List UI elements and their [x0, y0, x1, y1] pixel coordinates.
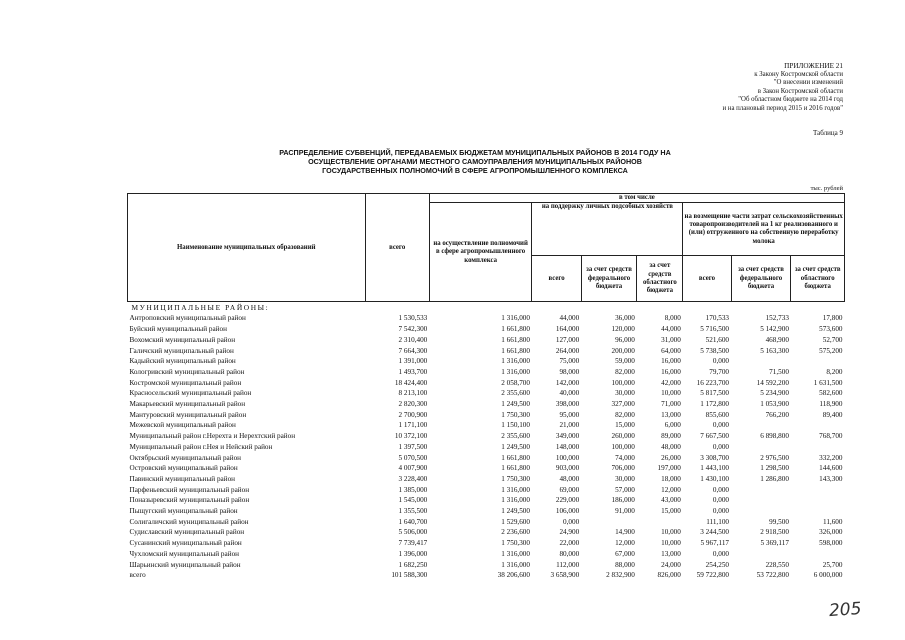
- cell-authority: 2 058,700: [501, 378, 530, 387]
- cell-farms-regional: 18,000: [661, 474, 681, 483]
- subsidy-table: [127, 193, 845, 581]
- cell-milk-total: 0,000: [712, 357, 730, 366]
- cell-farms-federal: 82,000: [615, 367, 635, 376]
- table-row: [128, 485, 845, 496]
- table-row: [128, 399, 845, 410]
- cell-milk-regional: 17,800: [822, 314, 843, 323]
- cell-authority: 1 249,500: [501, 400, 530, 409]
- table-row: [128, 324, 845, 335]
- cell-farms-federal: 30,000: [615, 474, 635, 483]
- cell-farms-federal: 91,000: [615, 507, 635, 516]
- cell-farms-total: 148,000: [555, 442, 580, 451]
- cell-milk-federal: 14 592,200: [756, 378, 789, 387]
- header-milk-total: всего: [683, 256, 731, 302]
- cell-milk-total: 59 722,800: [696, 571, 730, 580]
- cell-name: Галичский муниципальный район: [129, 346, 234, 355]
- cell-total: 1 396,000: [398, 549, 428, 558]
- table-row: [128, 538, 845, 549]
- table-row: [128, 474, 845, 485]
- cell-farms-regional: 42,000: [661, 378, 681, 387]
- table-row: [128, 527, 845, 538]
- cell-farms-total: 22,000: [559, 539, 580, 548]
- cell-farms-total: 398,000: [555, 400, 580, 409]
- appendix-line: "Об областном бюджете на 2014 год: [738, 96, 843, 104]
- cell-farms-regional: 12,000: [661, 485, 681, 494]
- cell-farms-regional: 89,000: [661, 432, 681, 441]
- cell-milk-regional: [791, 549, 845, 560]
- cell-milk-regional: [791, 506, 845, 517]
- table-row: [128, 506, 845, 517]
- cell-name: Вохомский муниципальный район: [129, 335, 236, 344]
- cell-milk-federal: 1 286,800: [760, 474, 789, 483]
- appendix-line: и на плановый период 2015 и 2016 годов": [722, 104, 843, 112]
- cell-milk-regional: 8,200: [826, 367, 843, 376]
- cell-milk-total: 5 817,500: [700, 389, 730, 398]
- cell-milk-regional: [791, 420, 845, 431]
- cell-farms-regional: 6,000: [664, 421, 681, 430]
- cell-total: 101 588,300: [391, 571, 428, 580]
- cell-farms-regional: 16,000: [661, 357, 681, 366]
- cell-farms-regional: 26,000: [661, 453, 681, 462]
- cell-farms-regional: 13,000: [661, 410, 681, 419]
- title-line: РАСПРЕДЕЛЕНИЕ СУБВЕНЦИЙ, ПЕРЕДАВАЕМЫХ БЮДЖЕТАМ МУНИЦИПАЛЬНЫХ РАЙОНОВ В 2014 ГОДУ НА: [279, 148, 671, 157]
- cell-total: 1 397,500: [398, 442, 428, 451]
- cell-total: 5 506,000: [398, 528, 428, 537]
- cell-name: Октябрьский муниципальный район: [129, 453, 242, 462]
- cell-milk-federal: [731, 495, 791, 506]
- cell-farms-regional: 826,000: [657, 571, 681, 580]
- cell-farms-federal: 12,000: [615, 539, 635, 548]
- cell-farms-federal: 36,000: [615, 314, 635, 323]
- header-total: всего: [365, 194, 429, 302]
- table-row: [128, 356, 845, 367]
- cell-total: 2 310,400: [398, 335, 428, 344]
- header-farms-regional: за счет средств областного бюджета: [637, 256, 683, 302]
- cell-milk-total: 111,100: [706, 517, 730, 526]
- cell-authority: 38 206,600: [497, 571, 530, 580]
- cell-name: Пыщугский муниципальный район: [129, 507, 238, 516]
- cell-authority: 1 661,800: [501, 453, 530, 462]
- cell-milk-federal: [731, 356, 791, 367]
- cell-milk-federal: 99,500: [769, 517, 789, 526]
- cell-milk-federal: [731, 506, 791, 517]
- cell-milk-total: 0,000: [712, 507, 730, 516]
- cell-farms-federal: 100,000: [611, 442, 635, 451]
- table-number: Таблица 9: [813, 129, 843, 137]
- cell-name: Костромской муниципальный район: [129, 378, 242, 387]
- cell-name: Островский муниципальный район: [129, 464, 238, 473]
- cell-authority: 1 750,300: [501, 539, 530, 548]
- cell-milk-federal: 1 053,900: [760, 400, 789, 409]
- cell-farms-total: 127,000: [555, 335, 580, 344]
- cell-milk-federal: 766,200: [765, 410, 789, 419]
- cell-authority: 1 661,800: [501, 325, 530, 334]
- cell-farms-total: 112,000: [556, 560, 580, 569]
- cell-farms-regional: 43,000: [661, 496, 681, 505]
- table-row: [128, 453, 845, 464]
- cell-total: 7 542,300: [398, 325, 428, 334]
- cell-name: Муниципальный район г.Нерехта и Нерехтский район: [129, 432, 296, 441]
- cell-milk-regional: 582,600: [819, 389, 843, 398]
- cell-farms-federal: 88,000: [615, 560, 635, 569]
- cell-milk-federal: 5 163,300: [760, 346, 789, 355]
- table-row: [128, 388, 845, 399]
- cell-milk-total: 0,000: [712, 485, 730, 494]
- cell-authority: 1 661,800: [501, 464, 530, 473]
- cell-farms-total: 24,900: [559, 528, 580, 537]
- page-number: 205: [827, 598, 862, 622]
- cell-total: 10 372,100: [394, 432, 428, 441]
- cell-farms-total: 80,000: [559, 549, 580, 558]
- cell-milk-total: 170,533: [705, 314, 730, 323]
- cell-authority: 2 236,600: [501, 528, 530, 537]
- table-row: [128, 367, 845, 378]
- cell-authority: 1 316,000: [501, 496, 530, 505]
- cell-farms-total: 100,000: [555, 453, 580, 462]
- cell-farms-regional: 15,000: [661, 507, 681, 516]
- header-authority: на осуществление полномочий в сфере агропромышленного комплекса: [429, 203, 532, 302]
- cell-total: 1 493,700: [398, 367, 428, 376]
- cell-farms-federal: 59,000: [615, 357, 635, 366]
- cell-authority: 1 316,000: [501, 314, 530, 323]
- section-label: МУНИЦИПАЛЬНЫЕ РАЙОНЫ:: [131, 302, 270, 312]
- cell-farms-total: 3 658,900: [550, 571, 580, 580]
- cell-farms-federal: 96,000: [615, 335, 635, 344]
- appendix-line: ПРИЛОЖЕНИЕ 21: [784, 62, 843, 70]
- cell-milk-total: 0,000: [712, 496, 730, 505]
- cell-milk-federal: [731, 420, 791, 431]
- cell-milk-regional: 144,600: [819, 464, 843, 473]
- cell-farms-total: 40,000: [559, 389, 580, 398]
- cell-farms-total: 264,000: [555, 346, 580, 355]
- table-row: [128, 410, 845, 421]
- cell-total: 8 213,100: [398, 389, 428, 398]
- cell-authority: 1 316,000: [501, 357, 530, 366]
- cell-milk-federal: 53 722,800: [756, 571, 789, 580]
- cell-name: Павинский муниципальный район: [129, 474, 236, 483]
- cell-milk-total: 855,600: [705, 410, 730, 419]
- cell-authority: 1 316,000: [501, 485, 530, 494]
- cell-name: Мантуровский муниципальный район: [129, 410, 247, 419]
- cell-farms-federal: 15,000: [615, 421, 635, 430]
- cell-farms-federal: 327,000: [611, 400, 635, 409]
- cell-milk-total: 0,000: [712, 442, 730, 451]
- cell-farms-federal: 30,000: [615, 389, 635, 398]
- cell-farms-regional: [637, 517, 683, 528]
- cell-milk-total: 3 244,500: [700, 528, 730, 537]
- cell-milk-federal: 2 918,500: [760, 528, 789, 537]
- cell-name: Межевской муниципальный район: [129, 421, 236, 430]
- appendix-line: "О внесении изменений: [773, 79, 843, 87]
- cell-farms-regional: 8,000: [664, 314, 681, 323]
- total-row: [128, 570, 845, 581]
- appendix-block: [583, 62, 843, 114]
- cell-milk-federal: 5 369,117: [760, 539, 789, 548]
- cell-name: Сусанинский муниципальный район: [129, 539, 242, 548]
- cell-farms-regional: 64,000: [661, 346, 681, 355]
- cell-milk-total: 7 667,500: [700, 432, 730, 441]
- cell-milk-regional: 143,300: [819, 474, 843, 483]
- cell-farms-federal: 200,000: [611, 346, 635, 355]
- cell-milk-regional: 25,700: [822, 560, 843, 569]
- cell-milk-regional: 52,700: [822, 335, 843, 344]
- cell-farms-regional: 197,000: [657, 464, 681, 473]
- cell-milk-total: 16 223,700: [696, 378, 730, 387]
- cell-authority: 2 355,600: [501, 432, 530, 441]
- cell-farms-total: 98,000: [559, 367, 580, 376]
- table-row: [128, 517, 845, 528]
- cell-milk-regional: [791, 356, 845, 367]
- document-title: [150, 148, 800, 175]
- header-farms-federal: за счет средств федерального бюджета: [581, 256, 637, 302]
- cell-name: Шарьинский муниципальный район: [129, 560, 241, 569]
- cell-total: 1 171,100: [398, 421, 428, 430]
- table-row: [128, 463, 845, 474]
- cell-milk-regional: 89,400: [822, 410, 843, 419]
- cell-authority: 1 661,800: [501, 346, 530, 355]
- cell-authority: 1 150,100: [501, 421, 530, 430]
- cell-farms-regional: 10,000: [661, 389, 681, 398]
- cell-milk-total: 0,000: [712, 421, 730, 430]
- cell-milk-total: 1 172,800: [700, 400, 730, 409]
- table-row: [128, 420, 845, 431]
- cell-authority: 1 249,500: [501, 507, 530, 516]
- cell-total: 1 545,000: [398, 496, 428, 505]
- title-line: ОСУЩЕСТВЛЕНИЕ ОРГАНАМИ МЕСТНОГО САМОУПРАВЛЕНИЯ МУНИЦИПАЛЬНЫХ РАЙОНОВ: [308, 157, 642, 166]
- cell-milk-regional: [791, 442, 845, 453]
- cell-milk-total: 254,250: [705, 560, 730, 569]
- cell-milk-federal: [731, 442, 791, 453]
- cell-total: 5 070,500: [398, 453, 428, 462]
- cell-farms-regional: 10,000: [661, 528, 681, 537]
- cell-name: Парфеньевский муниципальный район: [129, 485, 250, 494]
- cell-total: 2 700,900: [398, 410, 428, 419]
- cell-name: Солигаличский муниципальный район: [129, 517, 249, 526]
- table-row: [128, 495, 845, 506]
- cell-farms-total: 903,000: [555, 464, 580, 473]
- cell-total: 1 682,250: [398, 560, 428, 569]
- cell-milk-regional: 118,900: [819, 400, 843, 409]
- cell-total: 18 424,400: [394, 378, 428, 387]
- cell-farms-regional: 16,000: [661, 367, 681, 376]
- header-farms: на поддержку личных подсобных хозяйств: [532, 203, 683, 256]
- table-row: [128, 346, 845, 357]
- table-row: [128, 442, 845, 453]
- cell-name: Кологривский муниципальный район: [129, 367, 245, 376]
- cell-milk-federal: 468,900: [765, 335, 789, 344]
- cell-farms-federal: 14,900: [615, 528, 635, 537]
- cell-milk-total: 521,600: [705, 335, 730, 344]
- cell-total: 1 391,000: [398, 357, 428, 366]
- cell-milk-regional: 573,600: [819, 325, 843, 334]
- cell-authority: 1 750,300: [501, 410, 530, 419]
- cell-authority: 1 316,000: [501, 367, 530, 376]
- table-header: [128, 194, 845, 302]
- cell-authority: 1 750,300: [501, 474, 530, 483]
- cell-farms-total: 142,000: [555, 378, 580, 387]
- cell-name: Антроповский муниципальный район: [129, 314, 246, 323]
- cell-name: Кадыйский муниципальный район: [129, 357, 236, 366]
- cell-milk-regional: 575,200: [819, 346, 843, 355]
- cell-farms-federal: 100,000: [611, 378, 635, 387]
- appendix-line: в Закон Костромской области: [757, 87, 843, 95]
- cell-milk-regional: 332,200: [819, 453, 843, 462]
- cell-farms-federal: 57,000: [615, 485, 635, 494]
- cell-total: 2 820,300: [398, 400, 428, 409]
- cell-farms-total: 349,000: [555, 432, 580, 441]
- cell-total: 1 530,533: [398, 314, 428, 323]
- cell-farms-federal: 74,000: [615, 453, 635, 462]
- cell-farms-federal: 260,000: [611, 432, 635, 441]
- cell-farms-regional: 44,000: [661, 325, 681, 334]
- cell-milk-regional: 11,600: [823, 517, 843, 526]
- header-milk-federal: за счет средств федерального бюджета: [731, 256, 791, 302]
- cell-farms-total: 21,000: [559, 421, 580, 430]
- cell-farms-regional: 71,000: [661, 400, 681, 409]
- title-line: ГОСУДАРСТВЕННЫХ ПОЛНОМОЧИЙ В СФЕРЕ АГРОПРОМЫШЛЕННОГО КОМПЛЕКСА: [322, 166, 628, 175]
- cell-name: Муниципальный район г.Нея и Нейский район: [129, 442, 273, 451]
- cell-milk-total: 5 738,500: [700, 346, 730, 355]
- cell-milk-total: 79,700: [709, 367, 730, 376]
- cell-milk-federal: 152,733: [765, 314, 789, 323]
- cell-milk-total: 1 443,100: [700, 464, 730, 473]
- cell-name: Поназыревский муниципальный район: [129, 496, 250, 505]
- cell-milk-federal: 2 976,500: [760, 453, 789, 462]
- cell-milk-federal: [731, 549, 791, 560]
- cell-farms-regional: 31,000: [661, 335, 681, 344]
- cell-authority: 1 316,000: [501, 560, 530, 569]
- cell-farms-federal: 186,000: [611, 496, 635, 505]
- units-label: тыс. рублей: [810, 185, 843, 192]
- cell-name: Чухломский муниципальный район: [129, 549, 240, 558]
- cell-milk-federal: 71,500: [769, 367, 789, 376]
- cell-farms-regional: 10,000: [661, 539, 681, 548]
- header-name: Наименование муниципальных образований: [128, 194, 366, 302]
- cell-total: 3 228,400: [398, 474, 428, 483]
- table-row: [128, 431, 845, 442]
- table-row: [128, 560, 845, 571]
- cell-farms-federal: [581, 517, 637, 528]
- cell-farms-regional: 48,000: [661, 442, 681, 451]
- cell-farms-total: 106,000: [555, 507, 580, 516]
- cell-total: 1 355,500: [398, 507, 428, 516]
- cell-authority: 1 316,000: [501, 549, 530, 558]
- cell-authority: 1 661,800: [501, 335, 530, 344]
- cell-milk-federal: 5 234,900: [760, 389, 789, 398]
- cell-milk-federal: 6 898,800: [760, 432, 789, 441]
- cell-farms-federal: 2 832,900: [606, 571, 635, 580]
- table-row: [128, 335, 845, 346]
- table-row: [128, 313, 845, 324]
- cell-name: Красносельский муниципальный район: [129, 389, 252, 398]
- cell-milk-regional: [791, 495, 845, 506]
- cell-milk-regional: 326,000: [819, 528, 843, 537]
- cell-farms-total: 48,000: [559, 474, 580, 483]
- cell-farms-total: 95,000: [559, 410, 580, 419]
- header-farms-total: всего: [532, 256, 581, 302]
- table-row: [128, 549, 845, 560]
- appendix-line: к Закону Костромской области: [754, 70, 843, 78]
- cell-farms-total: 0,000: [563, 517, 580, 526]
- cell-total: 1 385,000: [398, 485, 428, 494]
- cell-milk-total: 1 430,100: [700, 474, 730, 483]
- cell-milk-regional: 768,700: [819, 432, 843, 441]
- cell-milk-federal: 5 142,900: [760, 325, 789, 334]
- cell-milk-regional: 598,000: [819, 539, 843, 548]
- cell-farms-total: 44,000: [559, 314, 580, 323]
- cell-name: всего: [129, 571, 146, 580]
- cell-authority: 2 355,600: [501, 389, 530, 398]
- cell-authority: 1 529,600: [501, 517, 530, 526]
- header-milk: на возмещение части затрат сельскохозяйственных товаропроизводителей на 1 кг реализованного и (или) отгруженного на собственную переработку молока: [683, 203, 845, 256]
- cell-farms-federal: 82,000: [615, 410, 635, 419]
- cell-milk-regional: [791, 485, 845, 496]
- cell-total: 1 640,700: [398, 517, 428, 526]
- cell-milk-federal: 228,550: [765, 560, 789, 569]
- table-body: [128, 302, 845, 581]
- cell-milk-total: 5 967,117: [700, 539, 730, 548]
- cell-farms-total: 69,000: [559, 485, 580, 494]
- cell-total: 7 739,417: [398, 539, 428, 548]
- cell-farms-federal: 120,000: [611, 325, 635, 334]
- cell-milk-federal: [731, 485, 791, 496]
- cell-milk-regional: 6 000,000: [813, 571, 843, 580]
- cell-milk-total: 0,000: [712, 549, 730, 558]
- cell-farms-total: 229,000: [555, 496, 580, 505]
- cell-total: 7 664,300: [398, 346, 428, 355]
- cell-milk-regional: 1 631,500: [813, 378, 843, 387]
- cell-name: Судиславский муниципальный район: [129, 528, 245, 537]
- cell-farms-total: 75,000: [559, 357, 580, 366]
- cell-farms-federal: 67,000: [615, 549, 635, 558]
- table-row: [128, 378, 845, 389]
- cell-farms-regional: 24,000: [661, 560, 681, 569]
- cell-farms-total: 164,000: [555, 325, 580, 334]
- cell-farms-regional: 13,000: [661, 549, 681, 558]
- cell-name: Буйский муниципальный район: [129, 325, 227, 334]
- cell-farms-federal: 706,000: [611, 464, 635, 473]
- cell-total: 4 007,900: [398, 464, 428, 473]
- header-including: в том числе: [429, 194, 844, 203]
- cell-name: Макарьевский муниципальный район: [129, 400, 246, 409]
- cell-authority: 1 249,500: [501, 442, 530, 451]
- cell-milk-federal: 1 298,500: [760, 464, 789, 473]
- cell-milk-total: 5 716,500: [700, 325, 730, 334]
- header-milk-regional: за счет средств областного бюджета: [791, 256, 845, 302]
- cell-milk-total: 3 308,700: [700, 453, 730, 462]
